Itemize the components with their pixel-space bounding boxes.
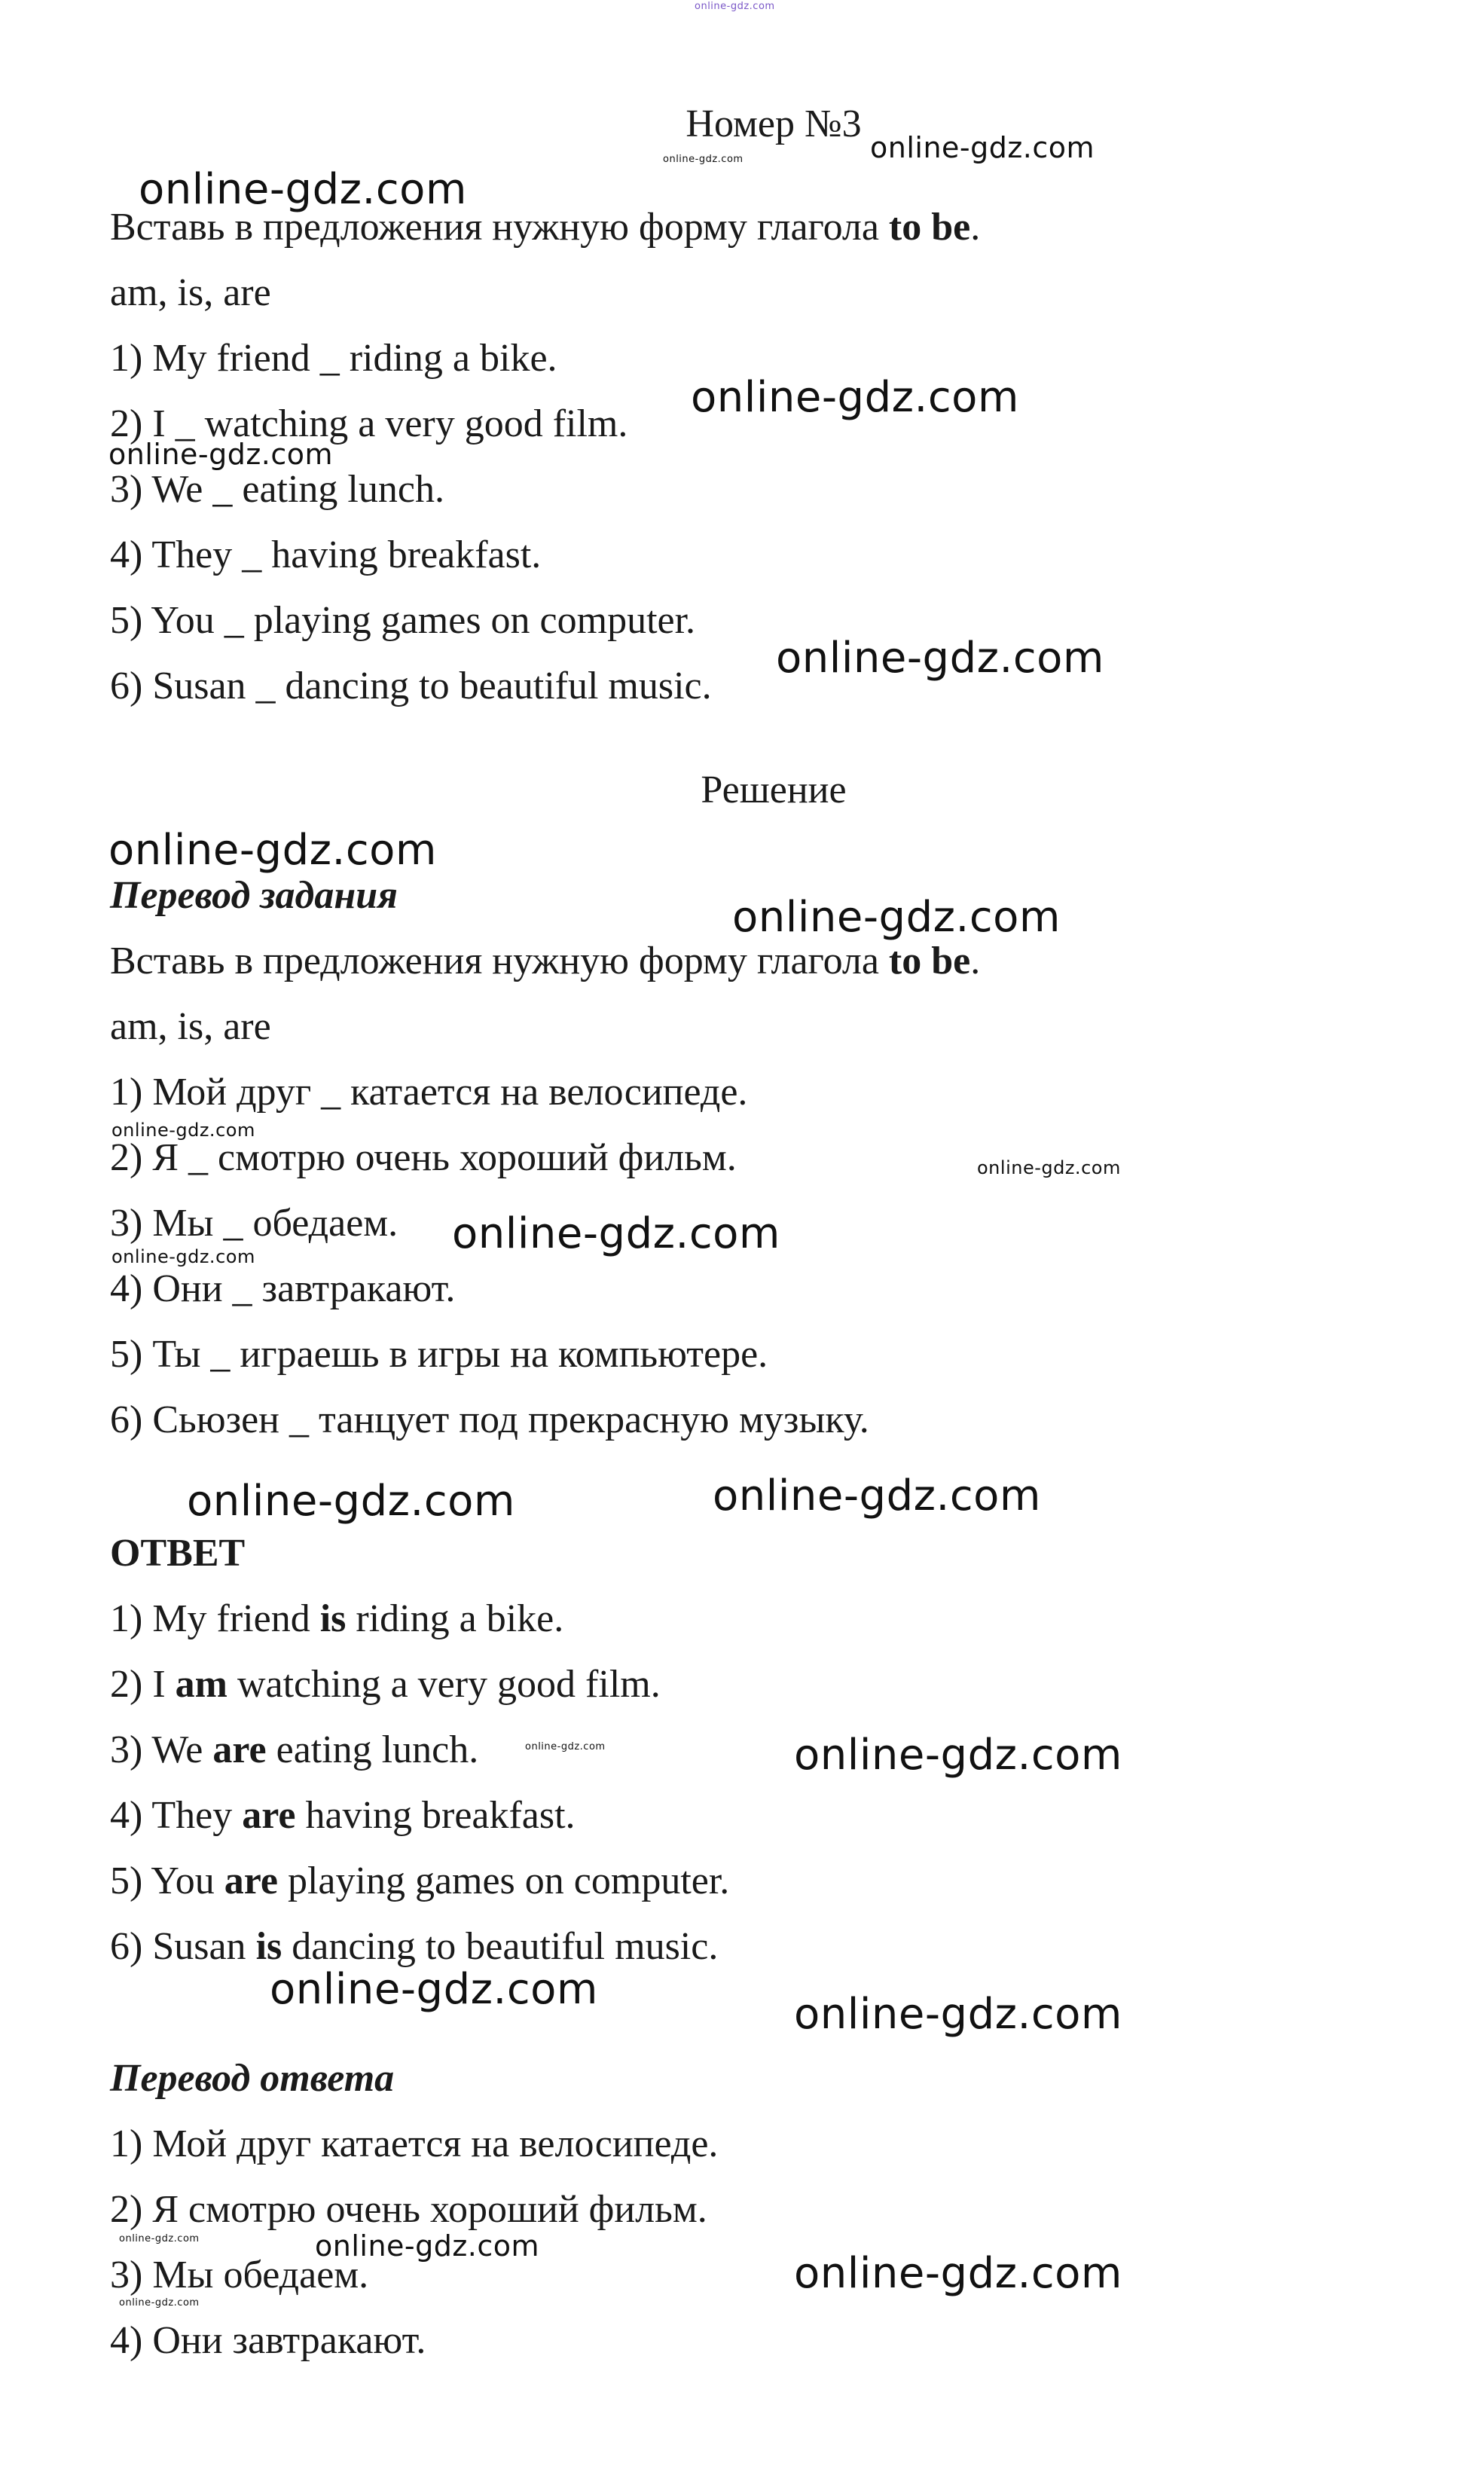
task-options: am, is, are <box>110 271 271 314</box>
answer-text: 5) You <box>110 1859 224 1902</box>
answer-heading: ОТВЕТ <box>110 1532 246 1575</box>
solution-heading: Решение <box>701 769 847 811</box>
answer-verb: are <box>242 1794 296 1837</box>
translation-task-item: 1) Мой друг _ катается на велосипеде. <box>110 1071 748 1114</box>
answer-item <box>110 1597 563 1642</box>
watermark: online-gdz.com <box>187 1477 515 1526</box>
task-item: 5) You _ playing games on computer. <box>110 599 696 642</box>
watermark: online-gdz.com <box>713 1471 1041 1520</box>
translation-instruction-end: . <box>970 940 981 982</box>
task-instruction-text: Вставь в предложения нужную форму глагола <box>110 206 889 249</box>
translation-answer-item: 4) Они завтракают. <box>110 2319 426 2362</box>
watermark: online-gdz.com <box>691 373 1019 422</box>
translation-instruction-text: Вставь в предложения нужную форму глагола <box>110 940 889 982</box>
watermark: online-gdz.com <box>111 1120 255 1141</box>
watermark: online-gdz.com <box>139 165 467 214</box>
watermark: online-gdz.com <box>108 826 437 875</box>
answer-verb: is <box>255 1925 282 1968</box>
watermark: online-gdz.com <box>111 1246 255 1267</box>
watermark: online-gdz.com <box>315 2229 540 2263</box>
answer-item <box>110 1859 729 1904</box>
watermark: online-gdz.com <box>108 438 334 471</box>
watermark: online-gdz.com <box>695 1 775 12</box>
answer-text: having breakfast. <box>295 1794 576 1837</box>
watermark: online-gdz.com <box>732 893 1061 942</box>
watermark: online-gdz.com <box>870 131 1095 164</box>
answer-text: 6) Susan <box>110 1925 256 1968</box>
translation-task-item: 5) Ты _ играешь в игры на компьютере. <box>110 1333 768 1376</box>
watermark: online-gdz.com <box>270 1965 598 2014</box>
task-item: 4) They _ having breakfast. <box>110 533 542 576</box>
page-title: Номер №3 <box>686 102 862 145</box>
answer-verb: are <box>212 1728 267 1771</box>
answer-item <box>110 1793 576 1838</box>
answer-verb: are <box>224 1859 278 1902</box>
answer-text: 2) I <box>110 1663 176 1706</box>
translation-answer-item: 1) Мой друг катается на велосипеде. <box>110 2122 719 2165</box>
watermark: online-gdz.com <box>525 1741 606 1752</box>
answer-text: 4) They <box>110 1794 243 1837</box>
task-item: 2) I _ watching a very good film. <box>110 402 628 445</box>
watermark: online-gdz.com <box>794 1990 1122 2039</box>
watermark: online-gdz.com <box>119 2233 200 2244</box>
answer-text: riding a bike. <box>346 1597 564 1640</box>
translation-task-item: 3) Мы _ обедаем. <box>110 1202 398 1245</box>
answer-text: 3) We <box>110 1728 213 1771</box>
answer-text: watching a very good film. <box>227 1663 661 1706</box>
task-item: 6) Susan _ dancing to beautiful music. <box>110 665 712 707</box>
translation-task-item: 2) Я _ смотрю очень хороший фильм. <box>110 1136 737 1179</box>
answer-text: dancing to beautiful music. <box>282 1925 719 1968</box>
watermark: online-gdz.com <box>794 2249 1122 2298</box>
translation-answer-item: 3) Мы обедаем. <box>110 2254 369 2296</box>
translation-answer-heading: Перевод ответа <box>110 2057 395 2100</box>
answer-verb: is <box>319 1597 347 1640</box>
translation-task-options: am, is, are <box>110 1005 271 1048</box>
answer-item <box>110 1924 718 1969</box>
task-instruction-end: . <box>970 206 981 249</box>
task-item: 1) My friend _ riding a bike. <box>110 337 557 380</box>
answer-text: 1) My friend <box>110 1597 320 1640</box>
translation-task-item: 6) Сьюзен _ танцует под прекрасную музыку. <box>110 1398 869 1441</box>
translation-instruction-verb: to be <box>888 940 971 982</box>
watermark: online-gdz.com <box>977 1157 1121 1178</box>
watermark: online-gdz.com <box>663 154 744 165</box>
answer-text: eating lunch. <box>266 1728 479 1771</box>
watermark: online-gdz.com <box>119 2297 200 2309</box>
answer-item <box>110 1662 661 1707</box>
answer-text: playing games on computer. <box>277 1859 730 1902</box>
watermark: online-gdz.com <box>794 1731 1122 1780</box>
translation-task-instruction <box>110 939 980 984</box>
watermark: online-gdz.com <box>452 1209 780 1258</box>
translation-task-heading: Перевод задания <box>110 874 398 917</box>
task-instruction-verb: to be <box>888 206 971 249</box>
watermark: online-gdz.com <box>776 634 1104 683</box>
answer-verb: am <box>175 1663 227 1706</box>
translation-task-item: 4) Они _ завтракают. <box>110 1267 456 1310</box>
answer-item <box>110 1728 478 1773</box>
task-item: 3) We _ eating lunch. <box>110 468 444 511</box>
translation-answer-item: 2) Я смотрю очень хороший фильм. <box>110 2188 707 2231</box>
